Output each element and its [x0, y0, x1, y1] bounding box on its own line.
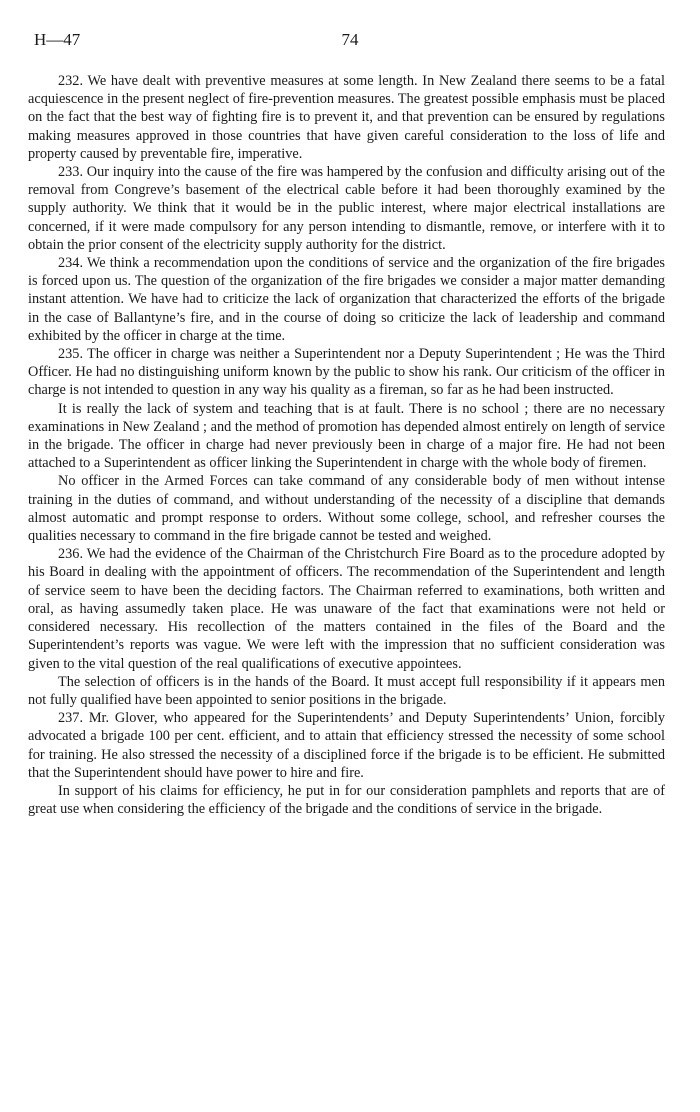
- page-number: 74: [341, 30, 359, 49]
- paragraph-233: 233. Our inquiry into the cause of the fire was hampered by the confusion and difficulty arising out of the removal from Congreve’s basement of the electrical cable before it had been thoroughly examined by the supply authority. We think that it would be in the public interest, where major electrical installations are concerned, if it were made compulsory for any person intending to dismantle, remove, or interfere with it to obtain the prior consent of the electricity supply authority for the district.: [28, 164, 665, 253]
- paragraph-237-continued: In support of his claims for efficiency, he put in for our consideration pamphlets and reports that are of great use when considering the efficiency of the brigade and the conditions of service in the brigade.: [28, 782, 665, 818]
- paragraph-235: 235. The officer in charge was neither a Superintendent nor a Deputy Superintendent ; He was the Third Officer. He had no distinguishing uniform known by the public to show his rank. Our criticism of the officer in charge is not intended to question in any way his quality as a fireman, so far as he had been instructed.: [28, 346, 665, 399]
- paragraph-235-continued-2: No officer in the Armed Forces can take command of any considerable body of men without intense training in the duties of command, and without understanding of the necessity of a discipline that demands almost automatic and prompt response to orders. Without some college, school, and refresher courses the qualities necessary to command in the fire brigade cannot be tested and weighed.: [28, 473, 665, 545]
- paragraph-237: 237. Mr. Glover, who appeared for the Superintendents’ and Deputy Superintendents’ Union, forcibly advocated a brigade 100 per cent. efficient, and to attain that efficiency stressed the necessity of some school for training. He also stressed the necessity of a disciplined force if the brigade is to be efficient. He submitted that the Superintendent should have power to hire and fire.: [28, 710, 665, 781]
- paragraph-232: 232. We have dealt with preventive measures at some length. In New Zealand there seems to be a fatal acquiescence in the present neglect of fire-prevention measures. The greatest possible emphasis must be placed on the fact that the best way of fighting fire is to prevent it, and that prevention can be ensured by regulations making measures approved in those countries that have given careful consideration to the loss of life and property caused by preventable fire, imperative.: [28, 73, 665, 162]
- page-header: [34, 30, 666, 52]
- paragraph-236-continued: The selection of officers is in the hands of the Board. It must accept full responsibility if it appears men not fully qualified have been appointed to senior positions in the brigade.: [28, 673, 665, 708]
- paragraph-234: 234. We think a recommendation upon the conditions of service and the organization of the fire brigades is forced upon us. The question of the organization of the fire brigades we consider a major matter demanding instant attention. We have had to criticize the lack of organization that characterized the efforts of the brigade in the case of Ballantyne’s fire, and in the course of doing so criticize the lack of leadership and command exhibited by the officer in charge at the time.: [28, 255, 665, 344]
- document-reference: H—47: [34, 30, 81, 49]
- paragraph-235-continued-1: It is really the lack of system and teaching that is at fault. There is no school ; there are no necessary examinations in New Zealand ; and the method of promotion has depended almost entirely on length of service in the brigade. The officer in charge had never previously been in charge of a major fire. He had not been attached to a Superintendent as officer linking the Superintendent in charge with the whole body of firemen.: [28, 400, 665, 472]
- paragraph-236: 236. We had the evidence of the Chairman of the Christchurch Fire Board as to the procedure adopted by his Board in dealing with the appointment of officers. The recommendation of the Superintendent and length of service seem to have been the deciding factors. The Chairman referred to examinations, both written and oral, as having assumedly taken place. He was unaware of the fact that examinations were not held or considered necessary. His recollection of the matters contained in the files of the Board and the Superintendent’s reports was vague. We were left with the impression that no sufficient consideration was given to the vital question of the real qualifications of executive appointees.: [28, 546, 665, 672]
- document-body: [28, 72, 665, 818]
